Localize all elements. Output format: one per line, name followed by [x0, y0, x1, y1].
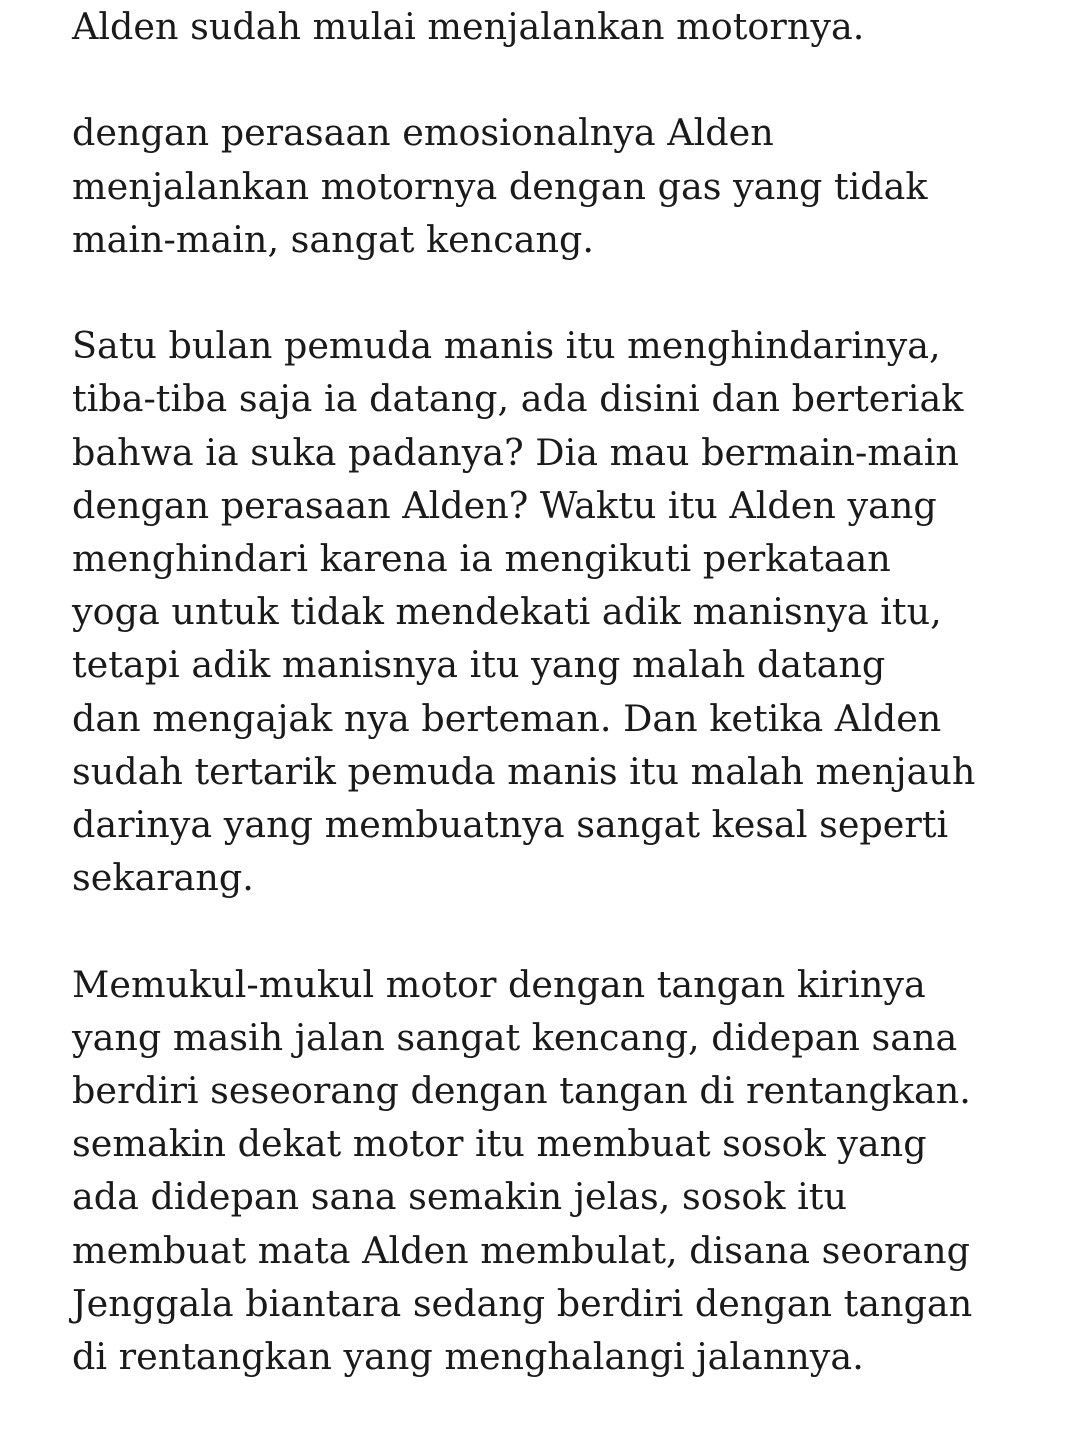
text-line: di rentangkan yang menghalangi jalannya.: [72, 1335, 864, 1379]
text-line: yoga untuk tidak mendekati adik manisnya itu,: [72, 590, 942, 634]
text-line: Memukul-mukul motor dengan tangan kirinya: [72, 962, 926, 1006]
text-line: Alden sudah mulai menjalankan motornya.: [72, 5, 865, 48]
text-line: sekarang.: [72, 856, 254, 900]
text-line: darinya yang membuatnya sangat kesal seperti: [72, 803, 949, 847]
text-line: membuat mata Alden membulat, disana seorang: [72, 1228, 971, 1272]
text-line: dan mengajak nya berteman. Dan ketika Alden: [72, 696, 942, 740]
text-line: yang masih jalan sangat kencang, didepan sana: [72, 1015, 958, 1059]
text-line: dengan perasaan Alden? Waktu itu Alden yang: [72, 483, 937, 527]
text-line: tiba-tiba saja ia datang, ada disini dan berteriak: [72, 377, 964, 421]
text-line: bahwa ia suka padanya? Dia mau bermain-main: [72, 430, 959, 474]
paragraph-1: [72, 0, 1012, 53]
text-line: main-main, sangat kencang.: [72, 217, 594, 261]
text-line: berdiri seseorang dengan tangan di rentangkan.: [72, 1069, 971, 1113]
text-line: menghindari karena ia mengikuti perkataan: [72, 537, 891, 580]
text-line: semakin dekat motor itu membuat sosok yang: [72, 1122, 927, 1166]
story-text: [72, 0, 1012, 1436]
text-line: menjalankan motornya dengan gas yang tidak: [72, 164, 928, 208]
text-line: dengan perasaan emosionalnya Alden: [72, 111, 774, 155]
text-line: ada didepan sana semakin jelas, sosok itu: [72, 1175, 847, 1219]
paragraph-2: [72, 106, 1012, 266]
text-line: sudah tertarik pemuda manis itu malah menjauh: [72, 749, 976, 793]
text-line: Satu bulan pemuda manis itu menghindarinya,: [72, 324, 941, 368]
paragraph-3: [72, 319, 1012, 904]
text-line: Jenggala biantara sedang berdiri dengan tangan: [72, 1281, 973, 1325]
paragraph-4: [72, 958, 1012, 1384]
text-line: tetapi adik manisnya itu yang malah datang: [72, 643, 886, 687]
